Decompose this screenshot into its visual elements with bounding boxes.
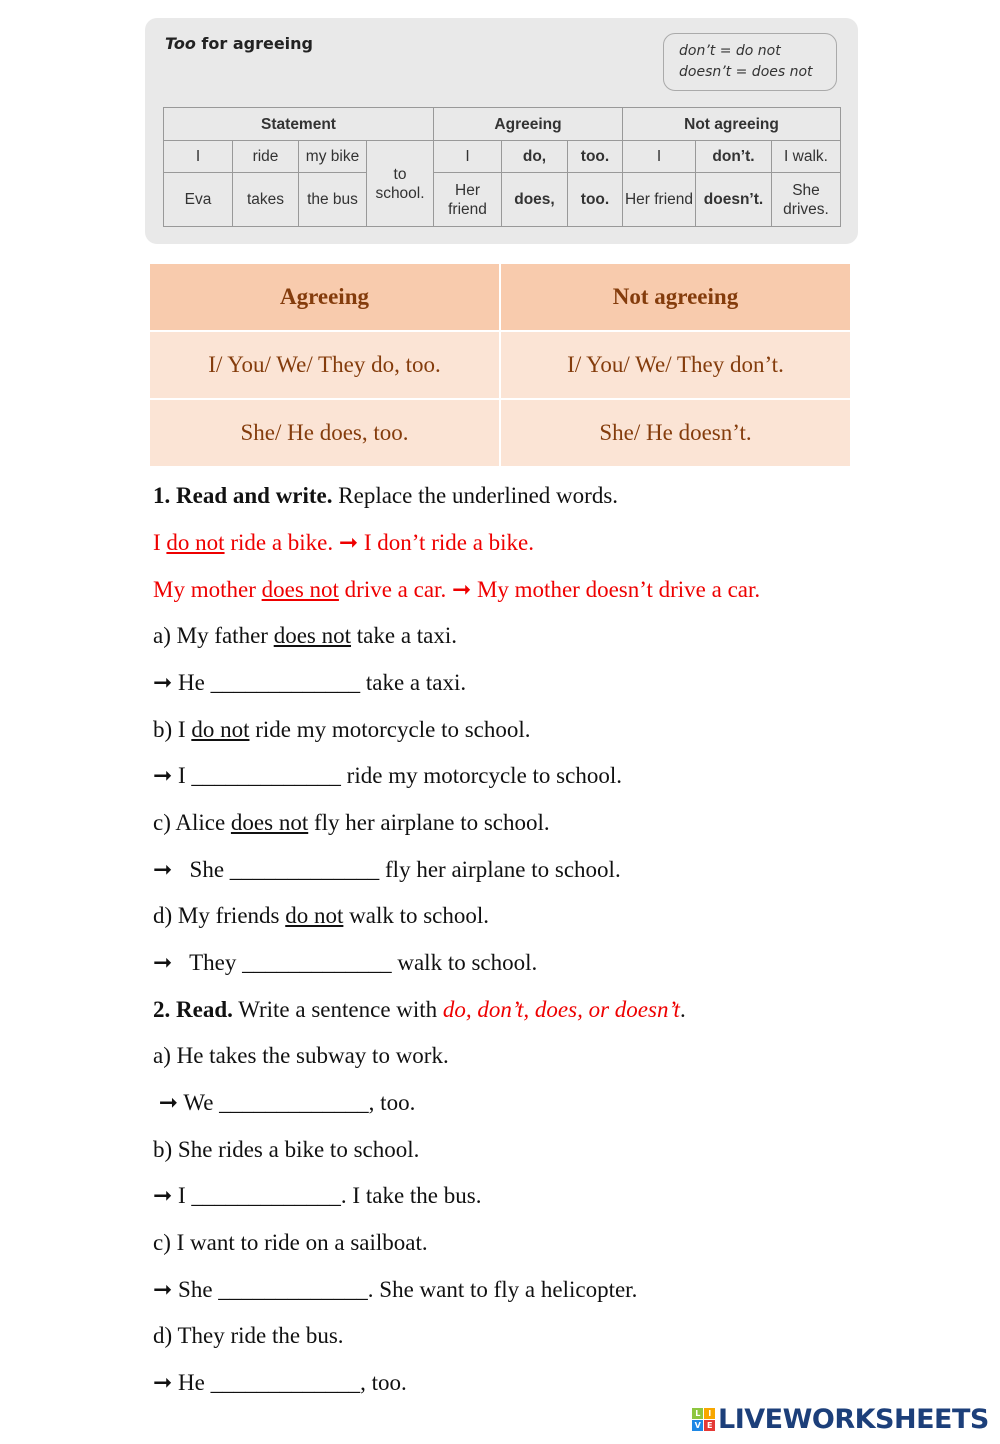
exercise-1-title: 1. Read and write. Replace the underlined words. <box>153 483 619 508</box>
ex2-answer-b[interactable]: ➞ I _____________. I take the bus. <box>153 1183 482 1208</box>
contraction-note: don’t = do not doesn’t = does not <box>663 33 837 91</box>
ex1-question-c: c) Alice does not fly her airplane to school. <box>153 810 550 835</box>
ex1-answer-a[interactable]: ➞ He _____________ take a taxi. <box>153 670 467 695</box>
ex2-question-d: d) They ride the bus. <box>153 1323 344 1348</box>
grammar-table: Statement Agreeing Not agreeing I ride my bike to school. I do, too. I don’t. I walk. Eva takes the bus Her friend does, too. Her friend doesn’t. She drives. <box>163 107 841 227</box>
ex2-answer-d[interactable]: ➞ He _____________, too. <box>153 1370 407 1395</box>
example-2: My mother does not drive a car. ➞ My mother doesn’t drive a car. <box>153 577 761 602</box>
logo-tiles-icon: L I V E <box>692 1408 715 1431</box>
summary-table: Agreeing Not agreeing I/ You/ We/ They do, too. I/ You/ We/ They don’t. She/ He does, too. She/ He doesn’t. <box>148 262 852 468</box>
ex2-question-c: c) I want to ride on a sailboat. <box>153 1230 428 1255</box>
ex2-answer-c[interactable]: ➞ She _____________. She want to fly a helicopter. <box>153 1277 638 1302</box>
grammar-box <box>145 18 858 244</box>
grammar-box-title: Too for agreeing <box>165 34 313 53</box>
ex1-answer-d[interactable]: ➞ They _____________ walk to school. <box>153 950 538 975</box>
ex2-question-a: a) He takes the subway to work. <box>153 1043 449 1068</box>
exercise-2-title: 2. Read. Write a sentence with do, don’t, does, or doesn’t. <box>153 997 686 1022</box>
liveworksheets-logo: L I V E LIVEWORKSHEETS <box>692 1404 989 1435</box>
ex1-question-d: d) My friends do not walk to school. <box>153 903 490 928</box>
example-1: I do not ride a bike. ➞ I don’t ride a bike. <box>153 530 535 555</box>
ex2-answer-a[interactable]: ➞ We _____________, too. <box>153 1090 416 1115</box>
ex1-question-b: b) I do not ride my motorcycle to school. <box>153 717 531 742</box>
ex1-question-a: a) My father does not take a taxi. <box>153 623 458 648</box>
ex1-answer-b[interactable]: ➞ I _____________ ride my motorcycle to school. <box>153 763 622 788</box>
ex2-question-b: b) She rides a bike to school. <box>153 1137 420 1162</box>
ex1-answer-c[interactable]: ➞ She _____________ fly her airplane to school. <box>153 857 621 882</box>
